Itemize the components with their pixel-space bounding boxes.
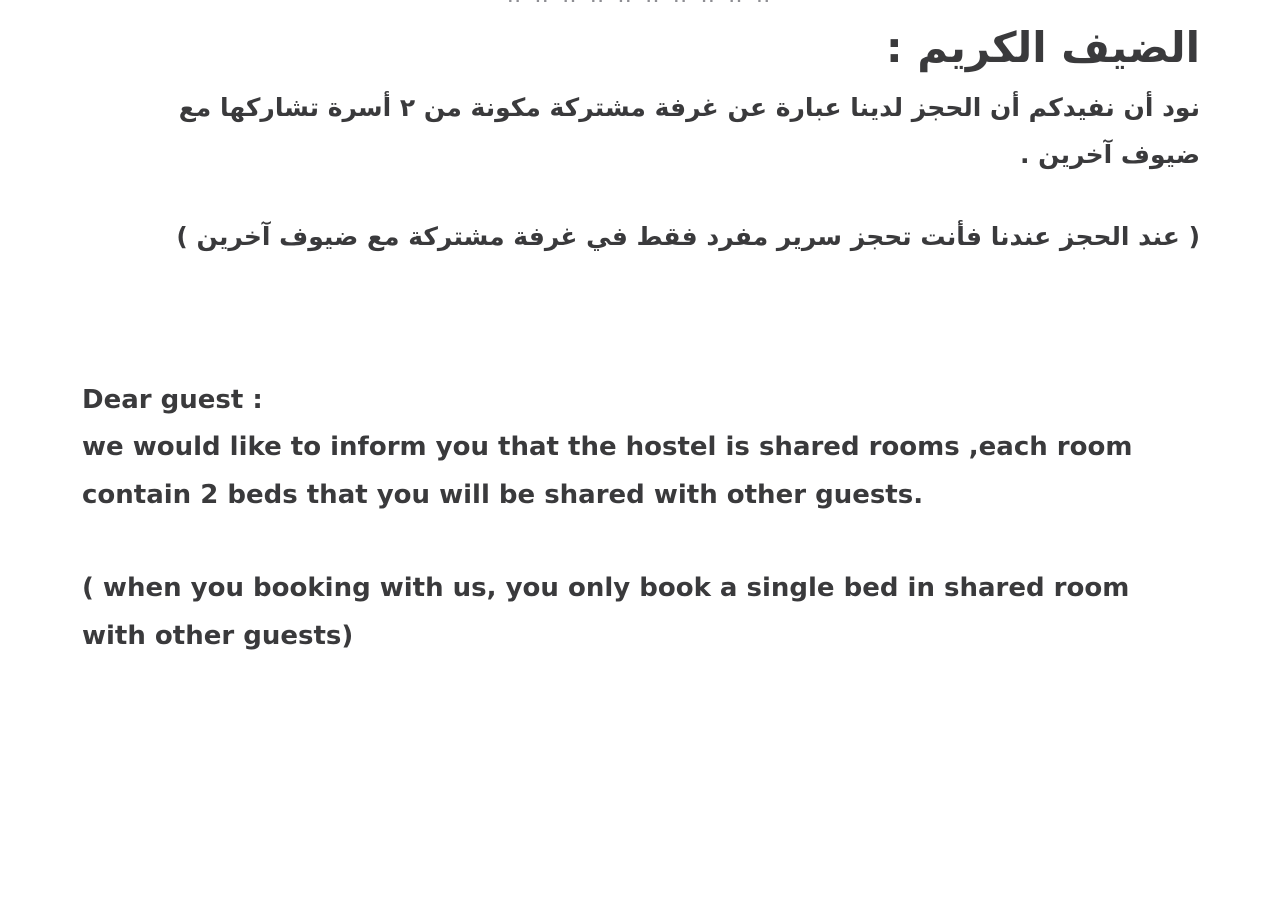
english-body-text: we would like to inform you that the hostel is shared rooms ,each room contain 2 beds that you will be shared with other guests. (82, 432, 1133, 510)
arabic-greeting: الضيف الكريم : (885, 23, 1200, 72)
arabic-notice (160, 20, 1200, 260)
english-notice (82, 377, 1192, 660)
arabic-note-text: ( عند الحجز عندنا فأنت تحجز سرير مفرد فقط في غرفة مشتركة مع ضيوف آخرين ) (176, 222, 1200, 251)
english-note-text: ( when you booking with us, you only book a single bed in shared room with other guests) (82, 573, 1130, 651)
english-greeting: Dear guest : (82, 385, 263, 415)
arabic-body-text: نود أن نفيدكم أن الحجز لدينا عبارة عن غرفة مشتركة مكونة من ٢ أسرة تشاركها مع ضيوف آخرين . (178, 93, 1200, 169)
clipped-top-text (0, 0, 1280, 6)
